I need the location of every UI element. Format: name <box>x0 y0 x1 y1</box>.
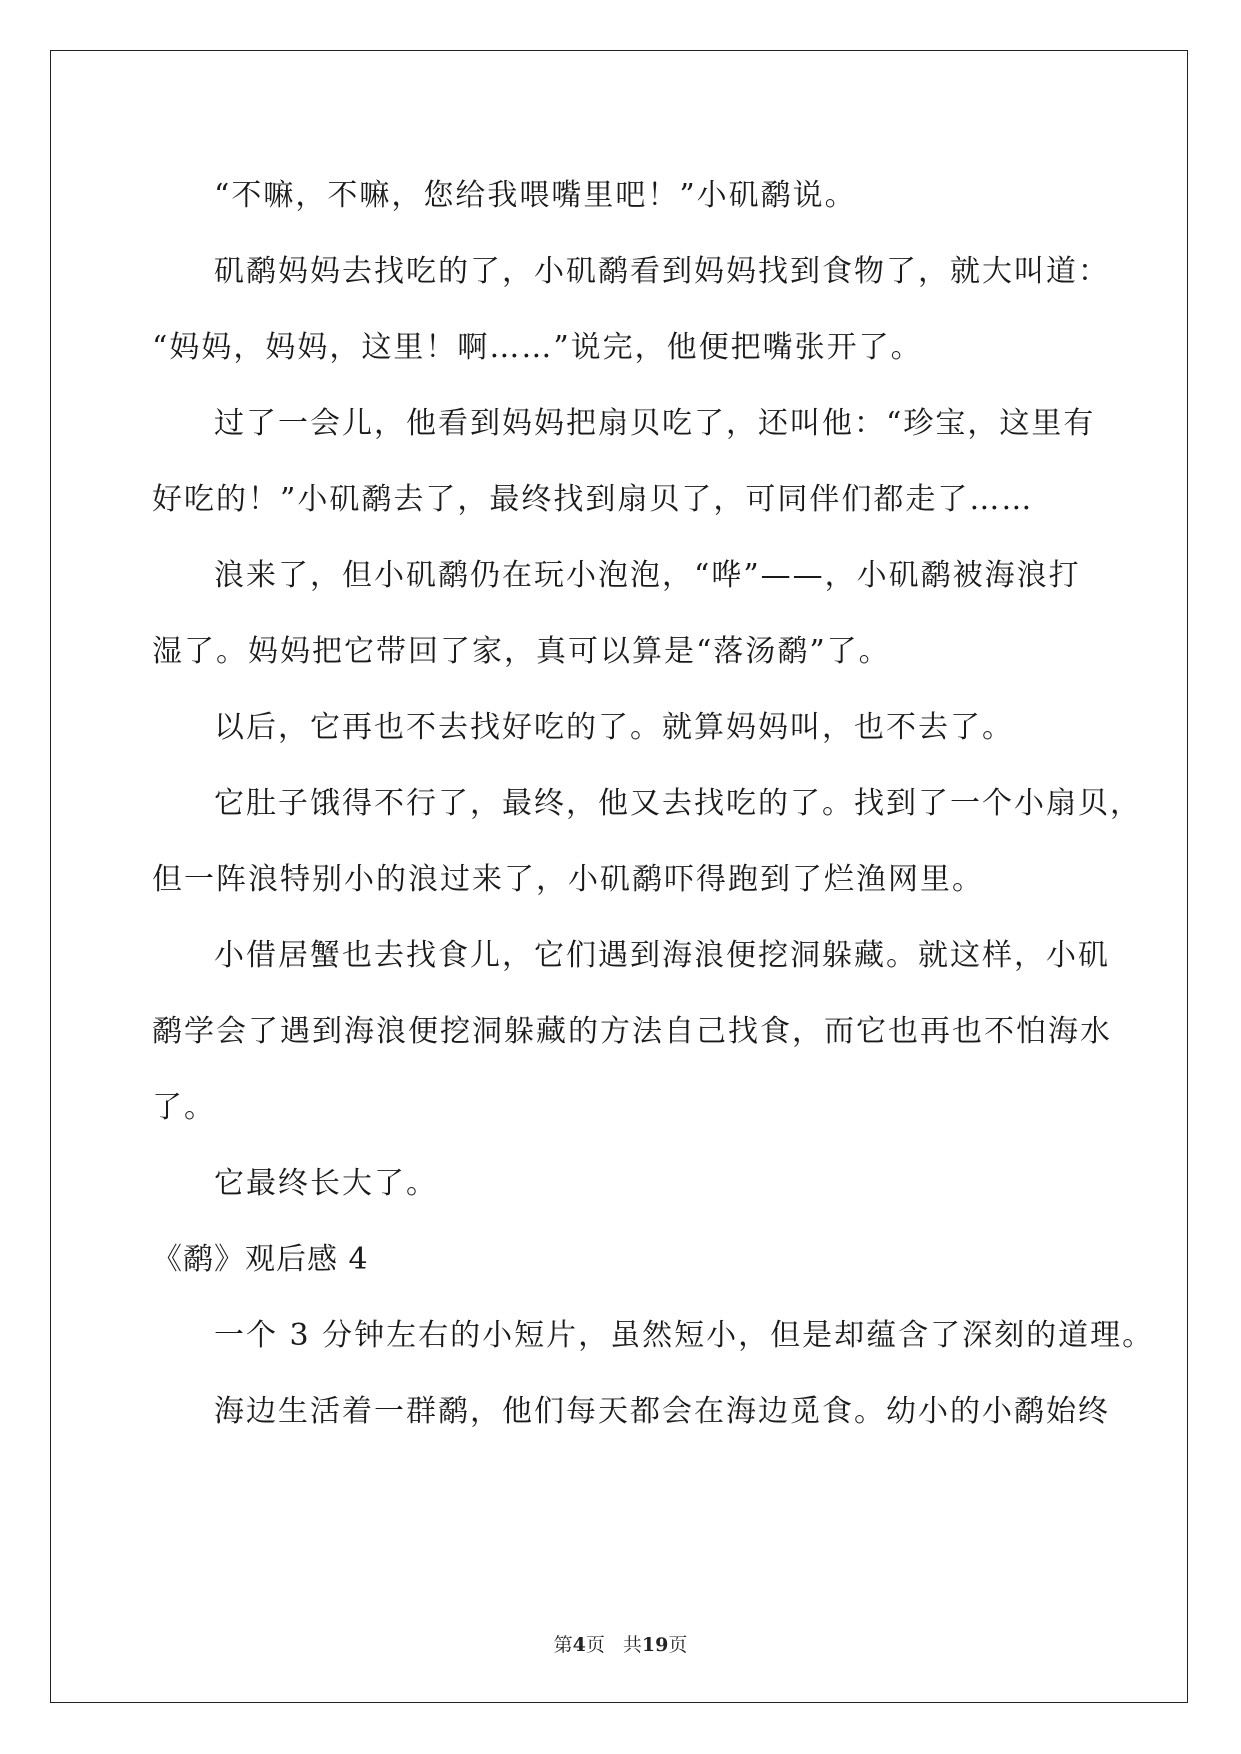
footer-total-suffix: 页 <box>668 1634 688 1656</box>
page-footer <box>0 1630 1241 1657</box>
section-heading: 《鹬》观后感 4 <box>152 1242 369 1277</box>
paragraph-line: 浪来了，但小矶鹬仍在玩小泡泡，“哗”——，小矶鹬被海浪打 <box>214 558 1081 593</box>
paragraph-line: “不嘛，不嘛，您给我喂嘴里吧！”小矶鹬说。 <box>214 178 857 213</box>
paragraph-line: 好吃的！”小矶鹬去了，最终找到扇贝了，可同伴们都走了…… <box>152 482 1034 517</box>
footer-page-suffix: 页 <box>585 1634 605 1656</box>
paragraph-line: 了。 <box>152 1090 216 1125</box>
paragraph-line: 矶鹬妈妈去找吃的了，小矶鹬看到妈妈找到食物了，就大叫道： <box>214 254 1110 289</box>
paragraph-line: 以后，它再也不去找好吃的了。就算妈妈叫，也不去了。 <box>214 710 1014 745</box>
paragraph-line: 一个 3 分钟左右的小短片，虽然短小，但是却蕴含了深刻的道理。 <box>214 1318 1155 1353</box>
paragraph-line: 过了一会儿，他看到妈妈把扇贝吃了，还叫他：“珍宝，这里有 <box>214 406 1096 441</box>
paragraph-line: 鹬学会了遇到海浪便挖洞躲藏的方法自己找食，而它也再也不怕海水 <box>152 1014 1112 1049</box>
footer-total-prefix: 共 <box>622 1634 642 1656</box>
footer-prefix: 第 <box>553 1634 573 1656</box>
document-body <box>152 158 1155 1450</box>
paragraph-line: 湿了。妈妈把它带回了家，真可以算是“落汤鹬”了。 <box>152 634 891 669</box>
paragraph-line: 它肚子饿得不行了，最终，他又去找吃的了。找到了一个小扇贝， <box>214 786 1142 821</box>
paragraph-line: 但一阵浪特别小的浪过来了，小矶鹬吓得跑到了烂渔网里。 <box>152 862 984 897</box>
paragraph-line: 它最终长大了。 <box>214 1166 438 1201</box>
total-page-number: 19 <box>641 1634 669 1656</box>
paragraph-line: 小借居蟹也去找食儿，它们遇到海浪便挖洞躲藏。就这样，小矶 <box>214 938 1110 973</box>
current-page-number: 4 <box>572 1634 586 1656</box>
paragraph-line: 海边生活着一群鹬，他们每天都会在海边觅食。幼小的小鹬始终 <box>214 1394 1110 1429</box>
paragraph-line: “妈妈，妈妈，这里！啊……”说完，他便把嘴张开了。 <box>152 330 923 365</box>
